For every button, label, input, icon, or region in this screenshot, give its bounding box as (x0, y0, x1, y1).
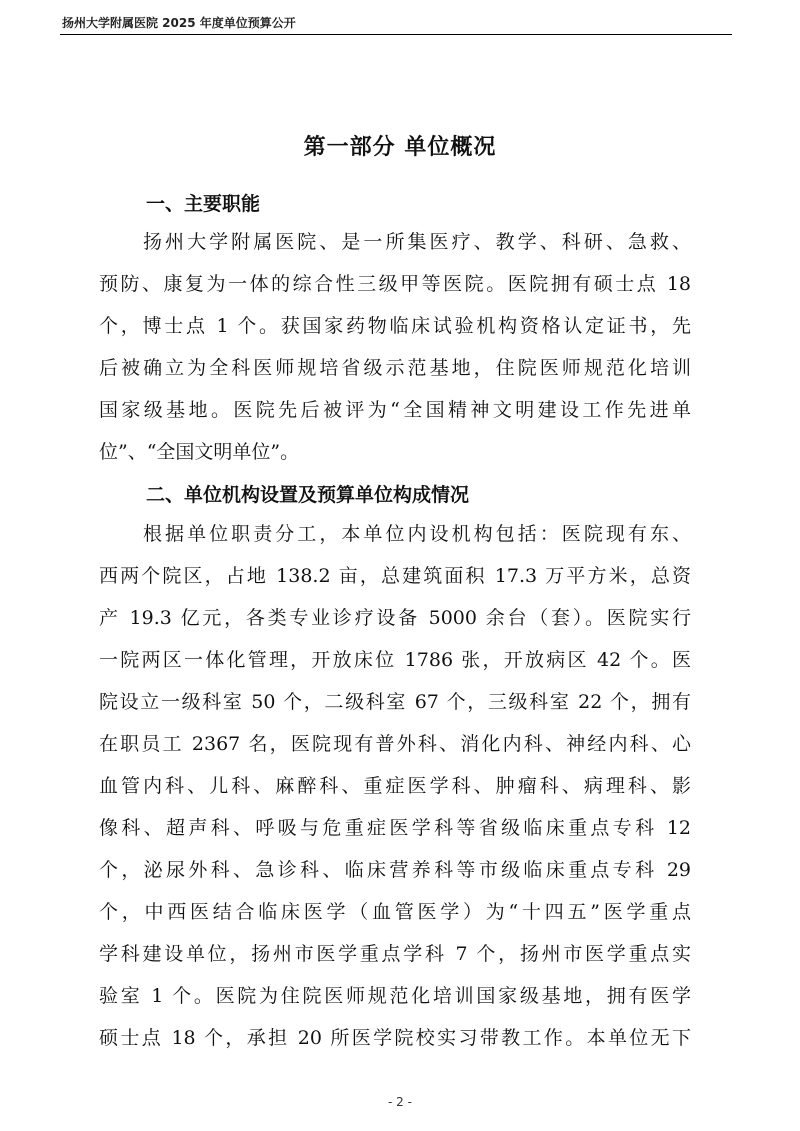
paragraph-line: 产 19.3 亿元，各类专业诊疗设备 5000 余台（套）。医院实行 (99, 607, 691, 629)
paragraph-line: 在职员工 2367 名，医院现有普外科、消化内科、神经内科、心 (99, 733, 691, 755)
section-heading-main-functions: 一、主要职能 (146, 193, 261, 215)
paragraph-line: 西两个院区，占地 138.2 亩，总建筑面积 17.3 万平方米，总资 (99, 565, 691, 587)
page-header (60, 12, 732, 35)
paragraph-line: 位”、“全国文明单位”。 (99, 441, 300, 463)
section-heading-org-structure: 二、单位机构设置及预算单位构成情况 (146, 484, 470, 506)
paragraph-line: 个，博士点 1 个。获国家药物临床试验机构资格认定证书，先 (99, 315, 691, 337)
paragraph-line: 国家级基地。医院先后被评为“全国精神文明建设工作先进单 (99, 399, 691, 421)
paragraph-line: 个，泌尿外科、急诊科、临床营养科等市级临床重点专科 29 (99, 859, 691, 881)
paragraph-line: 血管内科、儿科、麻醉科、重症医学科、肿瘤科、病理科、影 (99, 775, 691, 797)
paragraph-line: 一院两区一体化管理，开放床位 1786 张，开放病区 42 个。医 (99, 649, 691, 671)
paragraph-line: 像科、超声科、呼吸与危重症医学科等省级临床重点专科 12 (99, 817, 691, 839)
paragraph-line: 个，中西医结合临床医学（血管医学）为“十四五”医学重点 (99, 901, 691, 923)
paragraph-line: 学科建设单位，扬州市医学重点学科 7 个，扬州市医学重点实 (99, 943, 691, 965)
paragraph-line: 验室 1 个。医院为住院医师规范化培训国家级基地，拥有医学 (99, 985, 691, 1007)
part-title: 第一部分 单位概况 (303, 135, 497, 160)
paragraph-line: 院设立一级科室 50 个，二级科室 67 个，三级科室 22 个，拥有 (99, 691, 691, 713)
paragraph-line: 根据单位职责分工，本单位内设机构包括：医院现有东、 (143, 523, 691, 545)
page-number: - 2 - (388, 1095, 412, 1109)
paragraph-line: 预防、康复为一体的综合性三级甲等医院。医院拥有硕士点 18 (99, 273, 691, 295)
paragraph-line: 硕士点 18 个，承担 20 所医学院校实习带教工作。本单位无下 (99, 1027, 691, 1049)
paragraph-line: 后被确立为全科医师规培省级示范基地，住院医师规范化培训 (99, 357, 691, 379)
page-header-title: 扬州大学附属医院 2025 年度单位预算公开 (62, 16, 296, 30)
paragraph-line: 扬州大学附属医院、是一所集医疗、教学、科研、急救、 (143, 231, 691, 253)
